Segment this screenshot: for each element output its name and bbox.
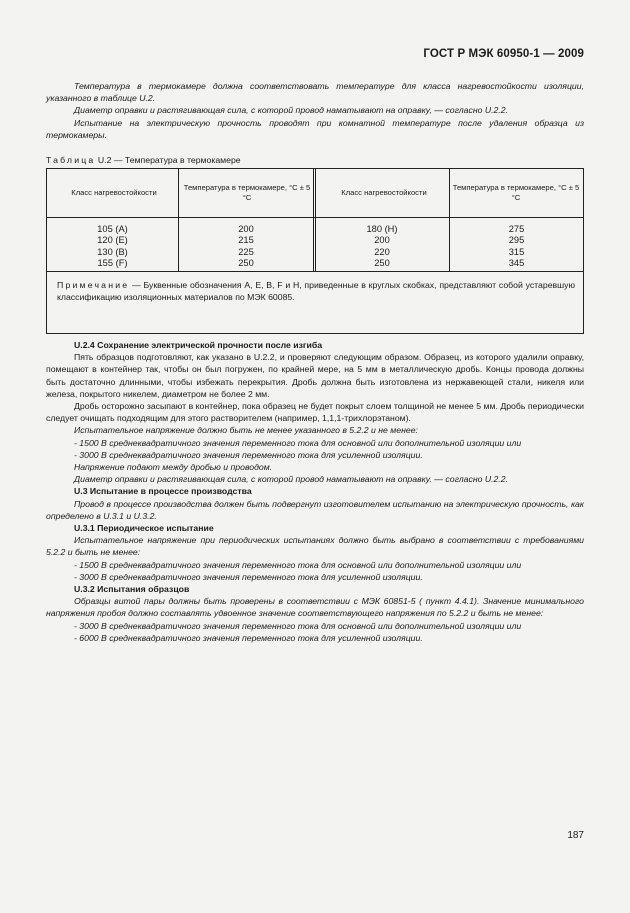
- table-cell: 345: [508, 258, 525, 269]
- header-temp-1: Температура в термокамере, °C ± 5 °C: [183, 183, 311, 202]
- u24-paragraph-2: Дробь осторожно засыпают в контейнер, пока образец не будет покрыт слоем толщиной не менее 5 мм. Дробь периодически следует очищать подходящим для этого растворителем (например, 1,1,1-трихлорэтаном).: [46, 401, 584, 424]
- table-caption: [46, 155, 241, 165]
- u24-paragraph-5: Диаметр оправки и растягивающая сила, с которой провод наматывают на оправку. — согласно U.2.2.: [74, 474, 509, 485]
- temperature-table: [46, 168, 584, 334]
- section-heading-u31: U.3.1 Периодическое испытание: [74, 523, 214, 534]
- table-caption-title: U.2 — Температура в термокамере: [97, 155, 241, 165]
- table-note: [57, 279, 575, 303]
- document-header: ГОСТ Р МЭК 60950-1 — 2009: [423, 48, 584, 60]
- header-temp-2: Температура в термокамере, °C ± 5 °C: [452, 183, 580, 202]
- u3-paragraph-1: Провод в процессе производства должен быть подвергнут изготовителем испытанию на электрическую прочность, как определено в U.3.1 и U.3.2.: [46, 498, 584, 521]
- column-class-1: [47, 224, 178, 270]
- note-label: Примечание: [57, 280, 130, 290]
- u31-paragraph-1: Испытательное напряжение при периодических испытаниях должно быть выбрано в соответствии с требованиями 5.2.2 и быть не менее:: [46, 535, 584, 558]
- u24-paragraph-4: Напряжение подают между дробью и проводом.: [74, 462, 273, 473]
- table-cell: 215: [238, 235, 254, 246]
- intro-section: [46, 80, 584, 141]
- column-temp-2: [450, 224, 583, 270]
- table-cell: 105 (A): [97, 224, 128, 234]
- intro-paragraph-1: Температура в термокамере должна соответствовать температуре для класса нагревостойкости изоляции, указанного в таблице U.2.: [46, 81, 584, 104]
- table-cell: 120 (E): [97, 235, 128, 246]
- u31-bullet-1: - 1500 В среднеквадратичного значения переменного тока для основной или дополнительной изоляции или: [74, 559, 522, 570]
- page-number: 187: [567, 830, 584, 841]
- intro-paragraph-3: Испытание на электрическую прочность проводят при комнатной температуре после удаления образца из термокамеры.: [46, 117, 584, 140]
- u24-paragraph-1: Пять образцов подготовляют, как указано в U.2.2, и проверяют следующим образом. Образец, из которого удалили оправку, помещают в контейнер так, чтобы он был погружен, по крайней мере, на 5 мм в металлическую дробь. Концы провода должны быть достаточно длинными, чтобы избежать перекрытия. Дробь должна быть изготовлена из нержавеющей стали, никеля или железа, покрытого никелем, диаметром не более 2 мм.: [46, 352, 584, 399]
- u32-paragraph-1: Образцы витой пары должны быть проверены в соответствии с МЭК 60851-5 ( пункт 4.4.1). Значение минимального напряжения пробоя должно составлять удвоенное значение соответствующего напряжения по 5.2.2 и быть не менее:: [46, 596, 584, 619]
- u32-bullet-1: - 3000 В среднеквадратичного значения переменного тока для основной или дополнительной изоляции или: [74, 620, 522, 631]
- table-cell: 250: [374, 258, 390, 269]
- u24-bullet-2: - 3000 В среднеквадратичного значения переменного тока для усиленной изоляции.: [74, 449, 423, 460]
- intro-paragraph-2: Диаметр оправки и растягивающая сила, с которой провод наматывают на оправку, — согласно U.2.2.: [74, 105, 509, 116]
- table-cell: 180 (H): [366, 224, 398, 234]
- section-heading-u3: U.3 Испытание в процессе производства: [74, 486, 252, 497]
- table-cell: 155 (F): [97, 258, 128, 269]
- header-class-2: Класс нагревостойкости: [341, 188, 427, 197]
- table-note-separator: [47, 271, 583, 272]
- table-cell: 315: [508, 246, 525, 257]
- section-heading-u32: U.3.2 Испытания образцов: [74, 584, 190, 595]
- table-cell: 130 (B): [97, 246, 128, 257]
- note-text: — Буквенные обозначения A, E, B, F и H, приведенные в круглых скобках, представляют собой устаревшую классификацию изоляционных материалов по МЭК 60085.: [57, 280, 575, 302]
- header-class-1: Класс нагревостойкости: [71, 188, 157, 197]
- table-cell: 200: [238, 224, 254, 234]
- u32-bullet-2: - 6000 В среднеквадратичного значения переменного тока для усиленной изоляции.: [74, 632, 423, 643]
- table-caption-prefix: Таблица: [46, 155, 96, 165]
- u24-bullet-1: - 1500 В среднеквадратичного значения переменного тока для основной или дополнительной изоляции или: [74, 437, 522, 448]
- table-cell: 250: [238, 258, 254, 269]
- body-sections: [46, 339, 584, 644]
- u31-bullet-2: - 3000 В среднеквадратичного значения переменного тока для усиленной изоляции.: [74, 571, 423, 582]
- table-cell: 200: [374, 235, 390, 246]
- table-cell: 295: [508, 235, 525, 246]
- column-temp-1: [179, 224, 313, 270]
- table-cell: 275: [508, 224, 525, 234]
- u24-paragraph-3: Испытательное напряжение должно быть не менее указанного в 5.2.2 и не менее:: [74, 425, 418, 436]
- table-cell: 225: [238, 246, 254, 257]
- column-class-2: [315, 224, 449, 270]
- table-cell: 220: [374, 246, 390, 257]
- section-heading-u24: U.2.4 Сохранение электрической прочности после изгиба: [74, 340, 323, 350]
